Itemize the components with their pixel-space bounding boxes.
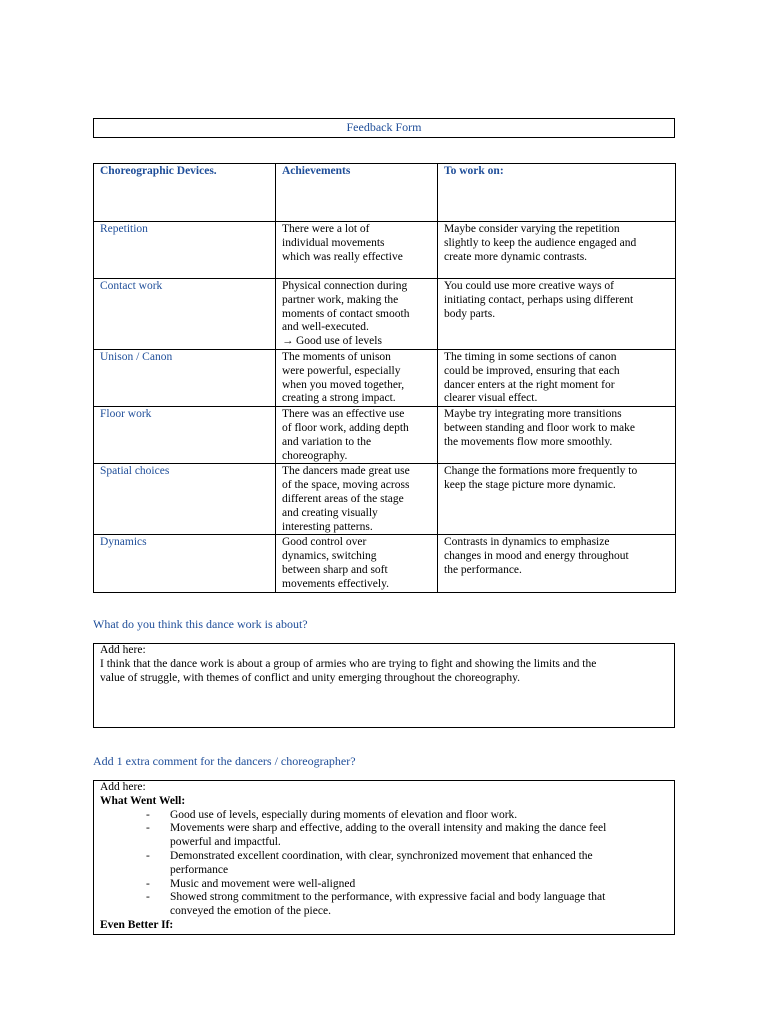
list-item xyxy=(100,878,674,892)
work-on-line: initiating contact, perhaps using different xyxy=(444,293,634,306)
feedback-form-title: Feedback Form xyxy=(93,118,675,138)
achievement-note-text: Good use of levels xyxy=(296,335,382,348)
bullet-dash: - xyxy=(146,808,150,821)
device-name-cell: Contact work xyxy=(94,279,276,350)
achievement-cell xyxy=(276,222,438,279)
table-row xyxy=(94,222,676,279)
answer-box-extra-comment[interactable] xyxy=(93,780,675,935)
bullet-dash: - xyxy=(146,822,150,835)
list-item-line: Showed strong commitment to the performance, with expressive facial and body language that xyxy=(170,891,606,904)
achievement-note xyxy=(282,335,431,349)
work-on-cell xyxy=(438,535,676,592)
achievement-line: and well-executed. xyxy=(282,321,369,334)
achievement-line: Good control over xyxy=(282,536,367,549)
work-on-line: Contrasts in dynamics to emphasize xyxy=(444,536,610,549)
achievement-line: individual movements xyxy=(282,236,385,249)
achievement-line: partner work, making the xyxy=(282,293,399,306)
table-row xyxy=(94,279,676,350)
answer-line: value of struggle, with themes of conflict and unity emerging throughout the choreography. xyxy=(100,671,520,684)
achievement-cell xyxy=(276,350,438,407)
achievement-line: and variation to the xyxy=(282,435,372,448)
work-on-line: body parts. xyxy=(444,307,496,320)
add-here-label: Add here: xyxy=(100,781,146,793)
achievement-line: of floor work, adding depth xyxy=(282,421,409,434)
work-on-line: could be improved, ensuring that each xyxy=(444,364,620,377)
header-achievements: Achievements xyxy=(276,164,438,222)
achievement-line: The dancers made great use xyxy=(282,465,410,478)
bullet-dash: - xyxy=(146,891,150,904)
answer-line: I think that the dance work is about a group of armies who are trying to fight and showing the limits and the xyxy=(100,657,597,670)
list-item xyxy=(100,850,674,878)
question-dance-meaning: What do you think this dance work is about? xyxy=(93,617,308,631)
work-on-line: the movements flow more smoothly. xyxy=(444,435,613,448)
achievement-line: when you moved together, xyxy=(282,378,405,391)
list-item xyxy=(100,809,674,823)
work-on-line: Maybe consider varying the repetition xyxy=(444,223,620,235)
work-on-line: The timing in some sections of canon xyxy=(444,351,617,363)
list-item-line: Demonstrated excellent coordination, with clear, synchronized movement that enhanced the xyxy=(170,849,593,862)
header-devices: Choreographic Devices. xyxy=(94,164,276,222)
achievement-line: different areas of the stage xyxy=(282,492,404,505)
list-item-line: Movements were sharp and effective, adding to the overall intensity and making the dance feel xyxy=(170,822,607,835)
work-on-line: You could use more creative ways of xyxy=(444,280,615,292)
bullet-dash: - xyxy=(146,877,150,890)
list-item-line: Music and movement were well-aligned xyxy=(170,877,356,890)
work-on-line: clearer visual effect. xyxy=(444,392,538,405)
device-name-cell: Repetition xyxy=(94,222,276,279)
what-went-well-list xyxy=(100,809,674,919)
achievement-line: which was really effective xyxy=(282,250,403,263)
work-on-line: changes in mood and energy throughout xyxy=(444,550,629,563)
achievement-line: Physical connection during xyxy=(282,280,408,292)
list-item-line: powerful and impactful. xyxy=(170,836,281,849)
achievement-line: There was an effective use xyxy=(282,408,405,421)
list-item xyxy=(100,891,674,919)
list-item-line: Good use of levels, especially during moments of elevation and floor work. xyxy=(170,808,518,821)
bullet-dash: - xyxy=(146,849,150,862)
achievement-line: interesting patterns. xyxy=(282,520,373,533)
table-row xyxy=(94,407,676,464)
achievement-line: of the space, moving across xyxy=(282,479,410,492)
work-on-line: keep the stage picture more dynamic. xyxy=(444,479,616,492)
achievement-line: movements effectively. xyxy=(282,577,389,590)
what-went-well-heading: What Went Well: xyxy=(100,794,186,807)
achievement-line: There were a lot of xyxy=(282,223,370,235)
device-name-cell: Spatial choices xyxy=(94,464,276,535)
work-on-line: the performance. xyxy=(444,563,522,576)
achievement-line: The moments of unison xyxy=(282,351,391,363)
list-item-line: conveyed the emotion of the piece. xyxy=(170,905,331,918)
work-on-line: slightly to keep the audience engaged and xyxy=(444,236,637,249)
achievement-cell xyxy=(276,535,438,592)
achievement-line: were powerful, especially xyxy=(282,364,401,377)
work-on-line: dancer enters at the right moment for xyxy=(444,378,615,391)
work-on-cell xyxy=(438,407,676,464)
achievement-cell xyxy=(276,464,438,535)
table-row xyxy=(94,464,676,535)
achievement-line: creating a strong impact. xyxy=(282,392,396,405)
table-row xyxy=(94,350,676,407)
work-on-line: Change the formations more frequently to xyxy=(444,465,638,478)
even-better-if-heading: Even Better If: xyxy=(100,918,174,931)
achievement-line: between sharp and soft xyxy=(282,563,388,576)
work-on-line: create more dynamic contrasts. xyxy=(444,250,588,263)
device-name-cell: Unison / Canon xyxy=(94,350,276,407)
add-here-label: Add here: xyxy=(100,644,146,656)
header-to-work-on: To work on: xyxy=(438,164,676,222)
choreographic-devices-table xyxy=(93,163,676,593)
work-on-line: between standing and floor work to make xyxy=(444,421,635,434)
list-item xyxy=(100,822,674,850)
achievement-line: dynamics, switching xyxy=(282,550,377,563)
device-name-cell: Floor work xyxy=(94,407,276,464)
achievement-line: moments of contact smooth xyxy=(282,307,410,320)
work-on-cell xyxy=(438,350,676,407)
list-item-line: performance xyxy=(170,863,229,876)
right-arrow-icon: → xyxy=(282,335,294,348)
table-row xyxy=(94,535,676,592)
achievement-cell xyxy=(276,407,438,464)
achievement-line: choreography. xyxy=(282,449,348,462)
achievement-cell xyxy=(276,279,438,350)
work-on-cell xyxy=(438,464,676,535)
device-name-cell: Dynamics xyxy=(94,535,276,592)
work-on-line: Maybe try integrating more transitions xyxy=(444,408,622,421)
work-on-cell xyxy=(438,222,676,279)
table-header-row xyxy=(94,164,676,222)
question-extra-comment: Add 1 extra comment for the dancers / choreographer? xyxy=(93,754,356,768)
answer-box-dance-meaning[interactable] xyxy=(93,643,675,728)
work-on-cell xyxy=(438,279,676,350)
achievement-line: and creating visually xyxy=(282,506,378,519)
